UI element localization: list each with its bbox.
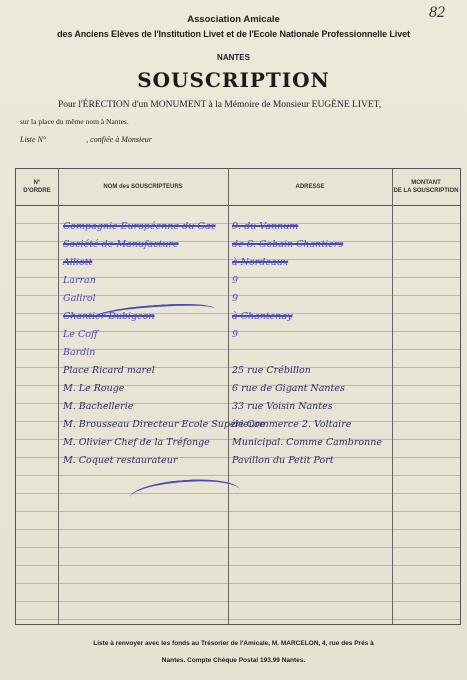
column-header-nom: NOM des SOUSCRIPTEURS: [103, 184, 183, 190]
subscriber-address: 6 rue de Gigant Nantes: [232, 383, 345, 394]
subscriber-address: 9: [232, 329, 239, 340]
subscriber-address: 9: [232, 293, 239, 304]
header-institution: des Anciens Elèves de l'Institution Livet et de l'Ecole Nationale Professionnelle Livet: [57, 29, 410, 39]
liste-line: [20, 135, 152, 144]
column-divider: [58, 169, 59, 624]
subscriber-name: Larran: [63, 275, 96, 286]
subscriber-name: M. Brousseau Directeur Ecole Supérieure: [63, 419, 266, 430]
subscriber-name: Place Ricard marel: [63, 365, 155, 376]
subscriber-name: M. Coquet restaurateur: [63, 455, 178, 466]
subscriber-address: 25 rue Crébillon: [232, 365, 311, 376]
intro-line-1: Pour l'ÉRECTION d'un MONUMENT à la Mémoire de Monsieur EUGÈNE LIVET,: [58, 100, 382, 110]
page-number: 82: [429, 4, 445, 21]
column-header-adresse: ADRESSE: [295, 184, 325, 190]
confiee-label: , confiée à Monsieur: [86, 135, 152, 144]
subscriber-address: de Commerce 2. Voltaire: [232, 419, 352, 430]
subscriber-address: de S. Gobain Chantiers: [232, 239, 344, 250]
intro-line-2: sur la place du même nom à Nantes.: [20, 117, 129, 126]
subscriber-name: M. Bachellerie: [63, 401, 134, 412]
subscriber-name: Compagnie Européenne du Gaz: [63, 221, 216, 232]
subscriber-address: à Nordeaux: [232, 257, 289, 268]
subscriber-name: Le Coff: [63, 329, 98, 340]
subscriber-name: M. Olivier Chef de la Tréfonge: [63, 437, 210, 448]
column-divider: [228, 169, 229, 624]
column-header-numero: N° D'ORDRE: [23, 180, 51, 194]
subscriber-address: 33 rue Voisin Nantes: [232, 401, 333, 412]
footer-line-2: Nantes. Compte Chèque Postal 193.99 Nantes.: [161, 657, 306, 664]
subscription-table: [15, 168, 461, 625]
header-association: Association Amicale: [187, 14, 280, 25]
subscriber-address: 9: [232, 275, 239, 286]
subscriber-name: M. Le Rouge: [63, 383, 125, 394]
subscriber-address: 9. du Vannum: [232, 221, 299, 232]
subscriber-address: Pavillon du Petit Port: [232, 455, 334, 466]
page-title: SOUSCRIPTION: [137, 68, 330, 92]
subscriber-address: à Chantenay: [232, 311, 293, 322]
liste-label: Liste N°: [20, 135, 47, 144]
subscriber-name: Galirol: [63, 293, 96, 304]
subscriber-name: Chantier Dubigeon: [63, 311, 155, 322]
column-divider: [392, 169, 393, 624]
subscriber-name: Société de Manufacture: [63, 239, 179, 250]
header-city: NANTES: [217, 53, 250, 62]
subscriber-name: Alliott: [63, 257, 93, 268]
subscriber-name: Bardin: [63, 347, 96, 358]
column-header-montant: MONTANT DE LA SOUSCRIPTION: [393, 180, 459, 194]
footer-line-1: Liste à renvoyer avec les fonds au Trésorier de l'Amicale, M. MARCELON, 4, rue des Prés à: [93, 640, 374, 647]
subscriber-address: Municipal. Comme Cambronne: [232, 437, 382, 448]
